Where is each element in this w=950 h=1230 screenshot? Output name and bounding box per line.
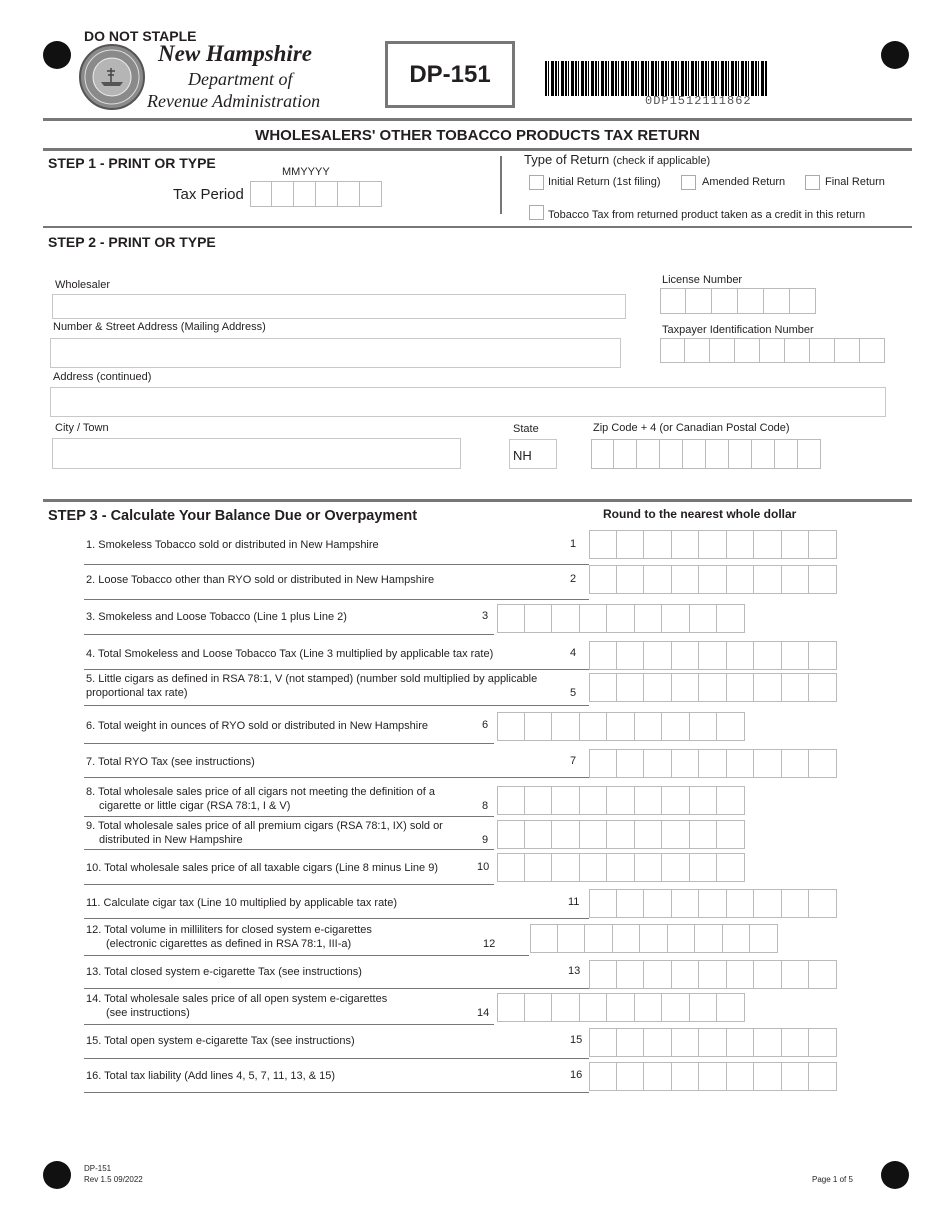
tax-period-input[interactable] <box>250 181 382 207</box>
line-12-label: 12. Total volume in milliliters for closed system e-cigarettes (electronic cigarettes as defined in RSA 78:1, III-a) <box>86 924 372 950</box>
line-underline <box>84 1024 494 1025</box>
line-underline <box>84 564 589 565</box>
barcode <box>545 61 767 96</box>
line-underline <box>84 884 494 885</box>
line-number: 3 <box>482 610 489 622</box>
amended-return-label: Amended Return <box>702 176 786 188</box>
registration-mark <box>881 1161 909 1189</box>
line-16-label: 16. Total tax liability (Add lines 4, 5, 7, 11, 13, & 15) <box>86 1070 336 1082</box>
department-line2: Revenue Administration <box>147 91 321 111</box>
divider <box>43 148 912 151</box>
state-name: New Hampshire <box>158 41 312 66</box>
street-input[interactable] <box>50 338 621 368</box>
line-number: 7 <box>570 755 577 767</box>
line-9-amount-input[interactable] <box>497 820 745 849</box>
state-seal <box>79 44 145 110</box>
wholesaler-input[interactable] <box>52 294 626 319</box>
address-continued-label: Address (continued) <box>53 371 152 383</box>
line-underline <box>84 705 589 706</box>
line-underline <box>84 955 529 956</box>
line-4-label: 4. Total Smokeless and Loose Tobacco Tax (Line 3 multiplied by applicable tax rate) <box>86 648 494 660</box>
credit-checkbox[interactable] <box>529 205 544 220</box>
line-number: 14 <box>477 1007 490 1019</box>
line-underline <box>84 816 494 817</box>
city-label: City / Town <box>55 422 109 434</box>
zip-label: Zip Code + 4 (or Canadian Postal Code) <box>593 422 790 434</box>
zip-input[interactable] <box>591 439 821 469</box>
line-13-amount-input[interactable] <box>589 960 837 989</box>
step1-heading: STEP 1 - PRINT OR TYPE <box>48 155 216 171</box>
line-underline <box>84 743 494 744</box>
line-underline <box>84 849 494 850</box>
footer-form-id: DP-151 <box>84 1164 112 1173</box>
tin-input[interactable] <box>660 338 885 363</box>
final-return-label: Final Return <box>825 176 885 188</box>
line-1-label: 1. Smokeless Tobacco sold or distributed in New Hampshire <box>86 539 379 551</box>
tin-label: Taxpayer Identification Number <box>662 324 814 336</box>
line-underline <box>84 599 589 600</box>
do-not-staple: DO NOT STAPLE <box>84 28 197 44</box>
line-number: 2 <box>570 573 577 585</box>
type-of-return-label: Type of Return (check if applicable) <box>524 152 711 167</box>
initial-return-checkbox[interactable] <box>529 175 544 190</box>
line-12-amount-input[interactable] <box>530 924 778 953</box>
line-16-amount-input[interactable] <box>589 1062 837 1091</box>
line-underline <box>84 918 589 919</box>
line-10-amount-input[interactable] <box>497 853 745 882</box>
line-3-amount-input[interactable] <box>497 604 745 633</box>
line-15-amount-input[interactable] <box>589 1028 837 1057</box>
line-11-amount-input[interactable] <box>589 889 837 918</box>
line-2-amount-input[interactable] <box>589 565 837 594</box>
line-14-label: 14. Total wholesale sales price of all open system e-cigarettes (see instructions) <box>86 993 388 1019</box>
line-number: 4 <box>570 647 577 659</box>
line-number: 10 <box>477 861 490 873</box>
line-5-amount-input[interactable] <box>589 673 837 702</box>
city-input[interactable] <box>52 438 461 469</box>
divider <box>43 499 912 502</box>
line-10-label: 10. Total wholesale sales price of all taxable cigars (Line 8 minus Line 9) <box>86 862 438 874</box>
line-number: 11 <box>568 896 580 908</box>
registration-mark <box>43 1161 71 1189</box>
line-9-label: 9. Total wholesale sales price of all premium cigars (RSA 78:1, IX) sold or distributed in New Hampshire <box>86 820 443 846</box>
license-label: License Number <box>662 274 743 286</box>
line-7-label: 7. Total RYO Tax (see instructions) <box>86 756 255 768</box>
registration-mark <box>881 41 909 69</box>
line-6-amount-input[interactable] <box>497 712 745 741</box>
line-number: 15 <box>570 1034 583 1046</box>
line-4-amount-input[interactable] <box>589 641 837 670</box>
line-7-amount-input[interactable] <box>589 749 837 778</box>
line-11-label: 11. Calculate cigar tax (Line 10 multiplied by applicable tax rate) <box>86 897 398 909</box>
line-number: 9 <box>482 834 489 846</box>
vertical-divider <box>500 156 502 214</box>
mmyyyy-label: MMYYYY <box>282 166 330 178</box>
line-underline <box>84 669 589 670</box>
line-8-amount-input[interactable] <box>497 786 745 815</box>
line-underline <box>84 1058 589 1059</box>
footer-page: Page 1 of 5 <box>812 1175 853 1184</box>
divider <box>43 118 912 121</box>
form-id-box <box>385 41 515 108</box>
line-number: 12 <box>483 938 496 950</box>
line-number: 1 <box>570 538 577 550</box>
barcode-text: 0DP1512111862 <box>645 94 752 108</box>
final-return-checkbox[interactable] <box>805 175 820 190</box>
credit-label: Tobacco Tax from returned product taken as a credit in this return <box>548 209 866 221</box>
street-label: Number & Street Address (Mailing Address) <box>53 321 266 333</box>
divider <box>43 226 912 228</box>
line-underline <box>84 988 589 989</box>
line-2-label: 2. Loose Tobacco other than RYO sold or distributed in New Hampshire <box>86 574 435 586</box>
department-line1: Department of <box>188 69 293 89</box>
state-value: NH <box>513 448 532 463</box>
amended-return-checkbox[interactable] <box>681 175 696 190</box>
line-underline <box>84 777 589 778</box>
wholesaler-label: Wholesaler <box>55 279 111 291</box>
line-number: 8 <box>482 800 489 812</box>
state-label: State <box>513 423 539 435</box>
line-3-label: 3. Smokeless and Loose Tobacco (Line 1 plus Line 2) <box>86 611 347 623</box>
line-15-label: 15. Total open system e-cigarette Tax (see instructions) <box>86 1035 355 1047</box>
line-14-amount-input[interactable] <box>497 993 745 1022</box>
tax-period-label: Tax Period <box>173 186 244 203</box>
line-1-amount-input[interactable] <box>589 530 837 559</box>
line-number: 16 <box>570 1069 583 1081</box>
line-5-label: 5. Little cigars as defined in RSA 78:1, V (not stamped) (number sold multiplied by applicable proportional tax rate) <box>86 673 538 699</box>
line-number: 5 <box>570 687 577 699</box>
step2-heading: STEP 2 - PRINT OR TYPE <box>48 234 216 250</box>
line-number: 13 <box>568 965 581 977</box>
footer-revision: Rev 1.5 09/2022 <box>84 1175 143 1184</box>
step3-heading: STEP 3 - Calculate Your Balance Due or Overpayment <box>48 508 418 524</box>
line-8-label: 8. Total wholesale sales price of all cigars not meeting the definition of a cigarette or little cigar (RSA 78:1, I & V) <box>86 786 435 812</box>
initial-return-label: Initial Return (1st filing) <box>548 176 661 188</box>
address-continued-input[interactable] <box>50 387 886 417</box>
registration-mark <box>43 41 71 69</box>
line-number: 6 <box>482 719 489 731</box>
line-underline <box>84 634 494 635</box>
form-title: WHOLESALERS' OTHER TOBACCO PRODUCTS TAX RETURN <box>255 127 700 144</box>
form-id: DP-151 <box>409 61 491 88</box>
line-6-label: 6. Total weight in ounces of RYO sold or distributed in New Hampshire <box>86 720 428 732</box>
line-13-label: 13. Total closed system e-cigarette Tax (see instructions) <box>86 966 362 978</box>
round-note: Round to the nearest whole dollar <box>603 507 797 521</box>
line-underline <box>84 1092 589 1093</box>
license-input[interactable] <box>660 288 816 314</box>
